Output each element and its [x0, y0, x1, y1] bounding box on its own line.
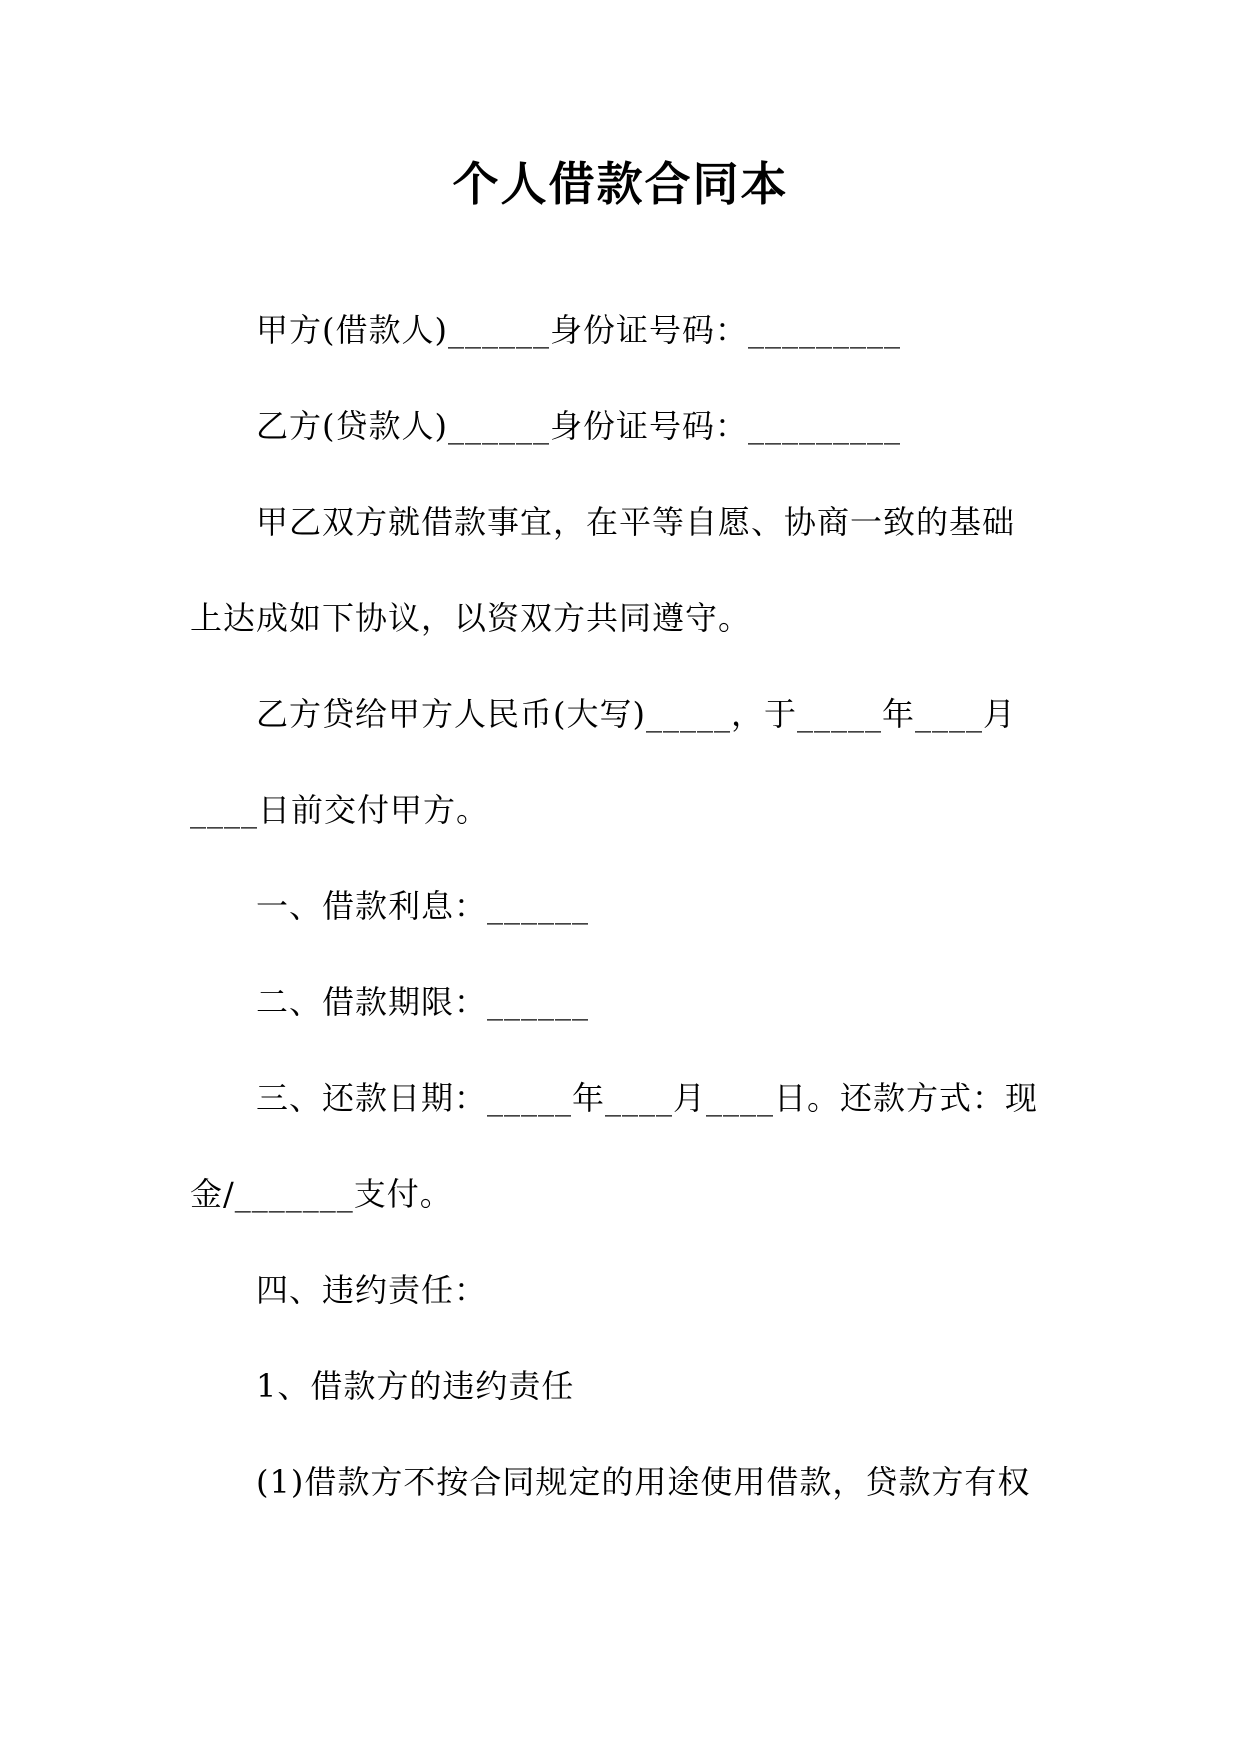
- clause-interest: 一、借款利息：______: [256, 887, 590, 925]
- party-b-line: 乙方(贷款人)______身份证号码：_________: [256, 407, 901, 445]
- loan-amount-line-2: ____日前交付甲方。: [190, 791, 490, 829]
- document-title: 个人借款合同本: [452, 157, 789, 211]
- loan-amount-line-1: 乙方贷给甲方人民币(大写)_____，于_____年____月: [256, 695, 1016, 733]
- preamble-line-2: 上达成如下协议，以资双方共同遵守。: [190, 599, 752, 637]
- clause-repayment-line-2: 金/_______支付。: [190, 1175, 453, 1213]
- clause-repayment-line-1: 三、还款日期：_____年____月____日。还款方式：现: [256, 1079, 1039, 1117]
- liability-item-1: (1)借款方不按合同规定的用途使用借款，贷款方有权: [256, 1463, 1031, 1501]
- liability-subheading-1: 1、借款方的违约责任: [256, 1367, 575, 1405]
- party-a-line: 甲方(借款人)______身份证号码：_________: [256, 311, 901, 349]
- preamble-line-1: 甲乙双方就借款事宜，在平等自愿、协商一致的基础: [256, 503, 1016, 541]
- clause-term: 二、借款期限：______: [256, 983, 590, 1021]
- clause-liability-heading: 四、违约责任：: [256, 1271, 488, 1309]
